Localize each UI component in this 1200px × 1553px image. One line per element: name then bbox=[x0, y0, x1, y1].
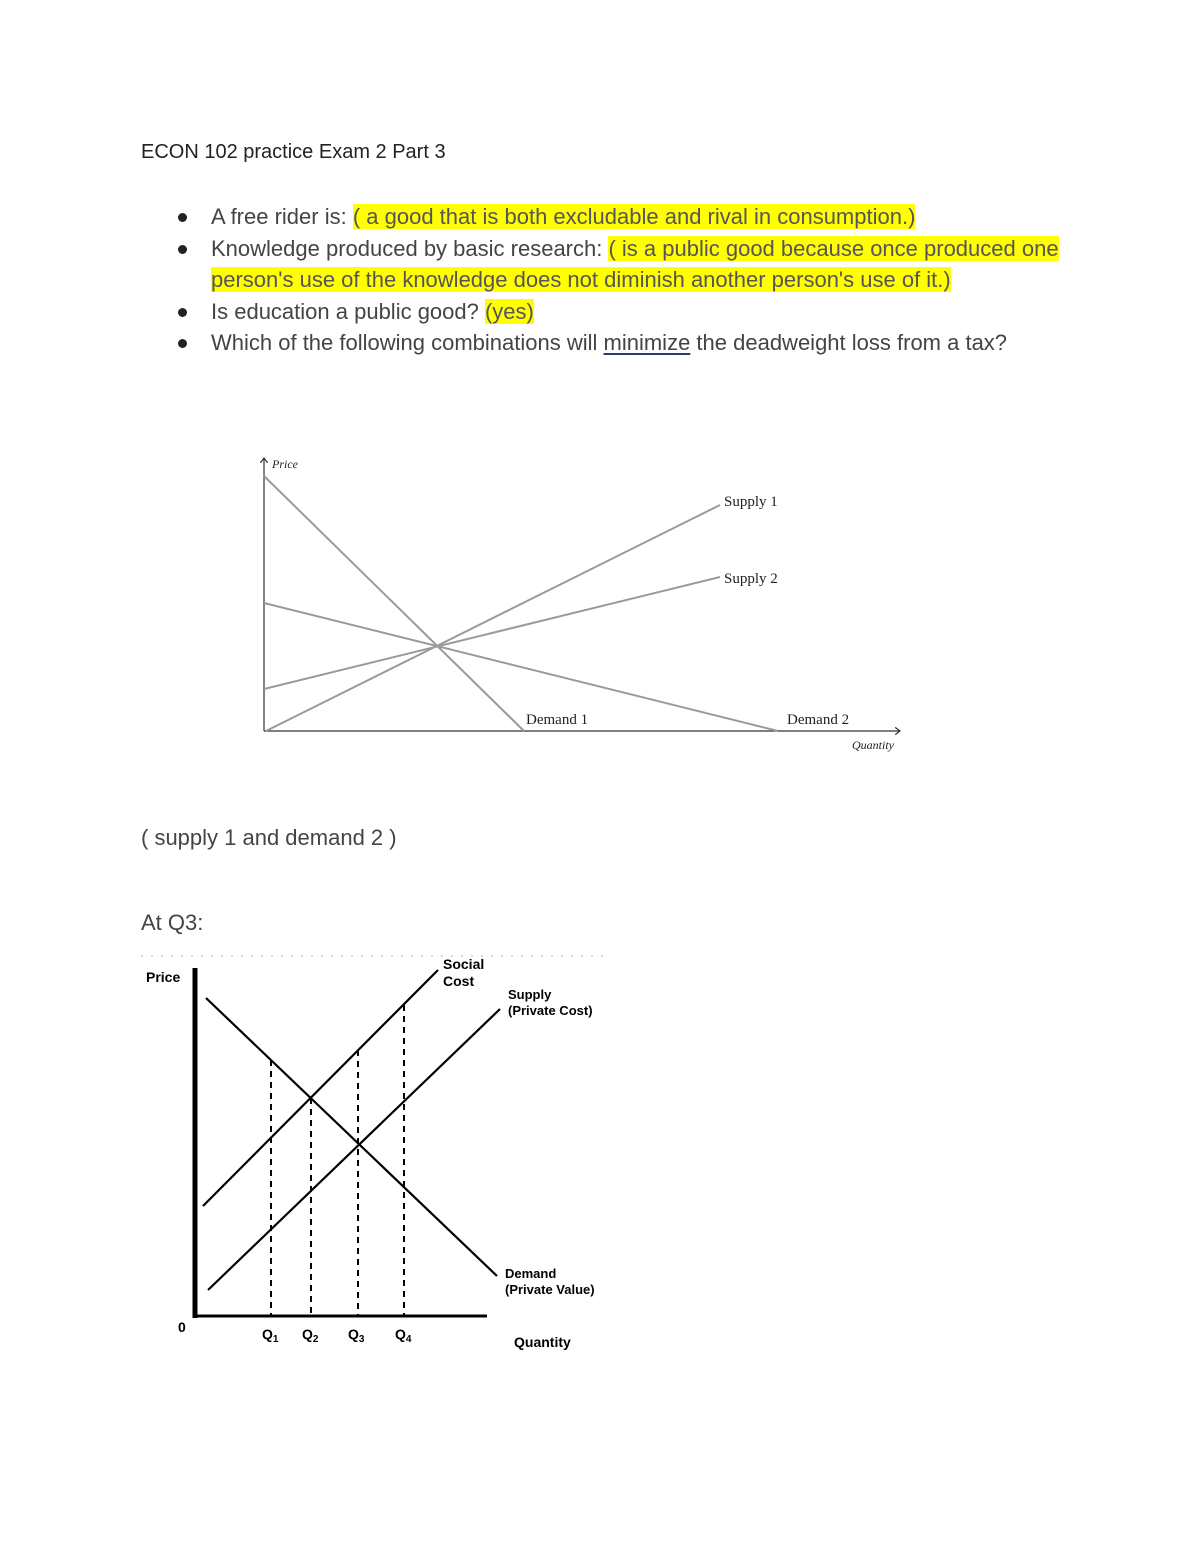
demand-2-label: Demand 2 bbox=[787, 712, 850, 728]
q2-tick-label: $Q_2$ bbox=[302, 1326, 319, 1345]
q1-tick-label: $Q_1$ bbox=[262, 1326, 279, 1345]
question-text: Which of the following combinations will bbox=[211, 330, 604, 355]
x-axis-label: Quantity bbox=[852, 738, 894, 752]
section-label: At Q3: bbox=[141, 910, 204, 935]
q4-tick-label: $Q_4$ bbox=[395, 1326, 412, 1345]
question-text: the deadweight loss from a tax? bbox=[690, 330, 1008, 355]
answer-highlight: ( is a public good because once produced one person's use of the knowledge does not diminish another person's use of it.) bbox=[211, 235, 1059, 292]
supply-label: Supply bbox=[508, 987, 552, 1002]
social-cost-label: Cost bbox=[443, 973, 475, 989]
y-axis-label: Price bbox=[272, 457, 298, 471]
supply-1-label: Supply 1 bbox=[724, 494, 778, 510]
x-axis-label: Quantity bbox=[514, 1334, 571, 1350]
underlined-word: minimize bbox=[603, 330, 691, 355]
y-axis-label: Price bbox=[146, 969, 181, 985]
supply-label: (Private Cost) bbox=[508, 1003, 593, 1018]
origin-label: 0 bbox=[178, 1319, 186, 1335]
supply-line bbox=[208, 1009, 500, 1290]
question-text: Knowledge produced by basic research: bbox=[211, 235, 609, 261]
question-text: Is education a public good? bbox=[211, 298, 485, 324]
answer-highlight: ( a good that is both excludable and rival in consumption.) bbox=[352, 204, 916, 229]
demand-line bbox=[206, 998, 497, 1276]
answer-text: ( supply 1 and demand 2 ) bbox=[141, 825, 397, 850]
demand-label: Demand bbox=[505, 1266, 557, 1281]
social-cost-label: Social bbox=[443, 956, 485, 972]
demand-1-label: Demand 1 bbox=[526, 712, 589, 728]
supply-2-label: Supply 2 bbox=[724, 571, 778, 587]
demand-label: (Private Value) bbox=[505, 1282, 595, 1297]
document-title: ECON 102 practice Exam 2 Part 3 bbox=[141, 141, 446, 163]
question-text: A free rider is: bbox=[211, 204, 353, 229]
q3-tick-label: $Q_3$ bbox=[348, 1326, 365, 1345]
answer-highlight: (yes) bbox=[484, 298, 534, 324]
social-cost-line bbox=[203, 970, 438, 1206]
